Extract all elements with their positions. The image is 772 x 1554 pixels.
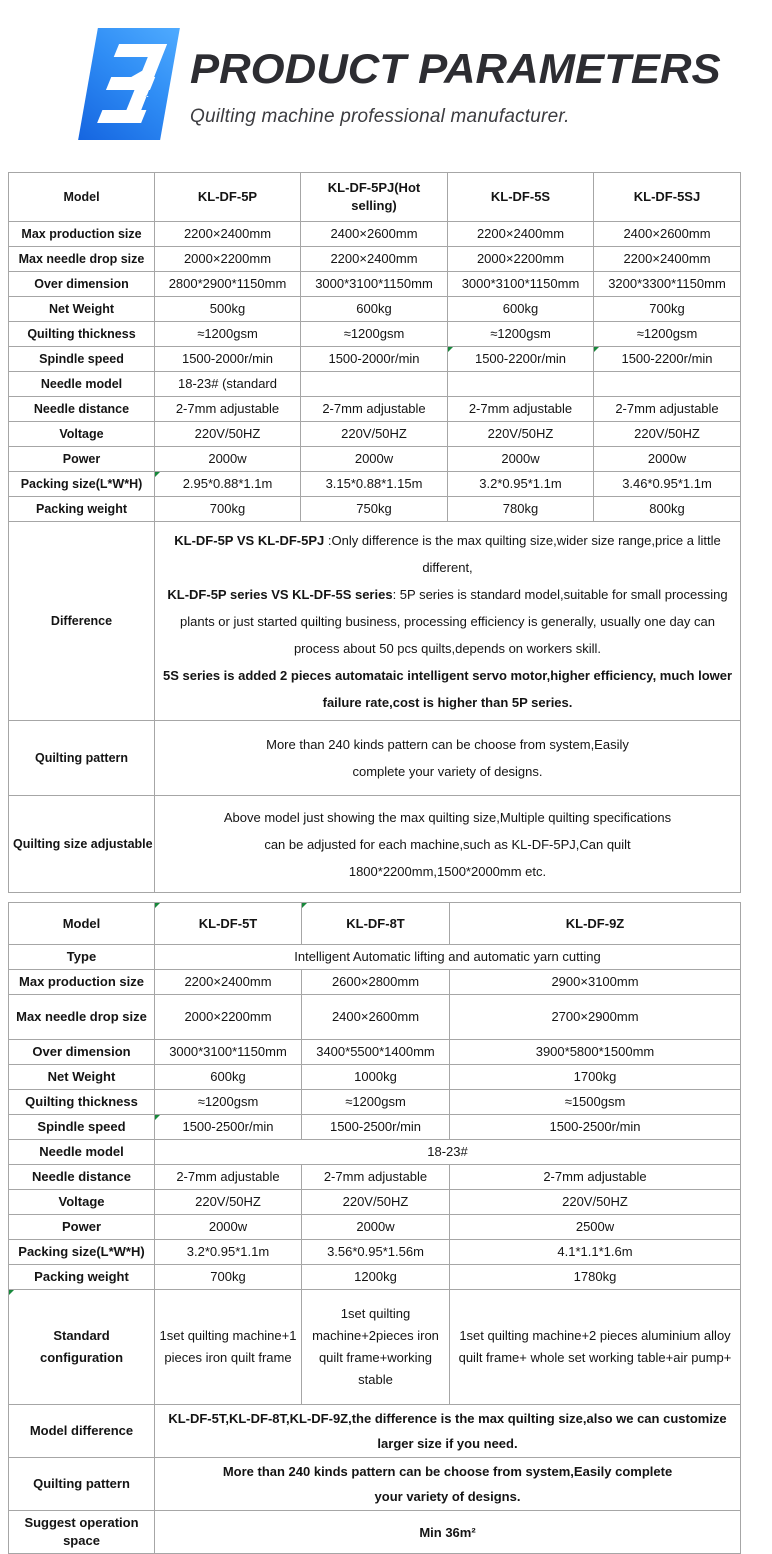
table-header-row xyxy=(9,903,741,945)
table-row xyxy=(9,1290,741,1405)
cell-max-production-size-col3: 2900×3100mm xyxy=(450,970,741,995)
row-label-quilting-size-adjustable: Quilting size adjustable xyxy=(9,796,155,893)
cell-quilting-thickness-col3: ≈1500gsm xyxy=(450,1090,741,1115)
table-row xyxy=(9,1458,741,1511)
cell-packing-size-l-w-h-col4: 3.46*0.95*1.1m xyxy=(594,472,741,497)
cell-voltage-col1: 220V/50HZ xyxy=(155,1190,302,1215)
text-segment: Min 36m² xyxy=(419,1524,476,1540)
cell-max-production-size-col2: 2600×2800mm xyxy=(302,970,450,995)
table-row xyxy=(9,995,741,1040)
cell-spindle-speed-col1: 1500-2000r/min xyxy=(155,347,301,372)
column-header-kl-df-5p: KL-DF-5P xyxy=(155,173,301,222)
text-segment: Above model just showing the max quilting size,Multiple quilting specifications xyxy=(223,809,672,825)
spec-table-t-series xyxy=(8,902,741,1554)
text-segment: your variety of designs. xyxy=(374,1489,521,1504)
cell-suggest-operation-space-text xyxy=(155,1511,741,1554)
row-label-packing-weight: Packing weight xyxy=(9,1265,155,1290)
table-row xyxy=(9,297,741,322)
cell-needle-model-col4 xyxy=(594,372,741,397)
row-label-packing-size-l-w-h: Packing size(L*W*H) xyxy=(9,472,155,497)
page-title: PRODUCT PARAMETERS xyxy=(190,45,721,92)
cell-difference-text xyxy=(155,522,741,721)
cell-over-dimension-col1: 2800*2900*1150mm xyxy=(155,272,301,297)
cell-packing-weight-col2: 1200kg xyxy=(302,1265,450,1290)
cell-max-production-size-col2: 2400×2600mm xyxy=(301,222,448,247)
cell-voltage-col3: 220V/50HZ xyxy=(448,422,594,447)
column-header-kl-df-5pj-hot-selling: KL-DF-5PJ(Hot selling) xyxy=(301,173,448,222)
cell-max-needle-drop-size-col1: 2000×2200mm xyxy=(155,995,302,1040)
cell-over-dimension-col2: 3400*5500*1400mm xyxy=(302,1040,450,1065)
cell-max-needle-drop-size-col1: 2000×2200mm xyxy=(155,247,301,272)
table-row xyxy=(9,945,741,970)
cell-quilting-thickness-col4: ≈1200gsm xyxy=(594,322,741,347)
column-header-kl-df-5sj: KL-DF-5SJ xyxy=(594,173,741,222)
table-row xyxy=(9,796,741,893)
cell-voltage-col1: 220V/50HZ xyxy=(155,422,301,447)
spec-table-t-series-body xyxy=(9,903,741,1554)
cell-net-weight-col1: 600kg xyxy=(155,1065,302,1090)
column-header-kl-df-5s: KL-DF-5S xyxy=(448,173,594,222)
text-block xyxy=(159,1406,736,1456)
cell-packing-weight-col4: 800kg xyxy=(594,497,741,522)
text-block xyxy=(159,581,736,662)
cell-needle-model-col2 xyxy=(301,372,448,397)
row-label-packing-size-l-w-h: Packing size(L*W*H) xyxy=(9,1240,155,1265)
text-block xyxy=(159,858,736,885)
text-block xyxy=(159,731,736,758)
row-label-quilting-thickness: Quilting thickness xyxy=(9,1090,155,1115)
table-row xyxy=(9,721,741,796)
cell-voltage-col2: 220V/50HZ xyxy=(301,422,448,447)
cell-over-dimension-col3: 3000*3100*1150mm xyxy=(448,272,594,297)
text-segment: complete your variety of designs. xyxy=(352,764,543,779)
table-row xyxy=(9,322,741,347)
row-label-max-needle-drop-size: Max needle drop size xyxy=(9,247,155,272)
row-label-needle-model: Needle model xyxy=(9,372,155,397)
table-row xyxy=(9,970,741,995)
cell-needle-distance-col3: 2-7mm adjustable xyxy=(450,1165,741,1190)
header-titles xyxy=(190,46,750,128)
cell-over-dimension-col1: 3000*3100*1150mm xyxy=(155,1040,302,1065)
cell-type-merged: Intelligent Automatic lifting and automatic yarn cutting xyxy=(155,945,741,970)
cell-max-production-size-col1: 2200×2400mm xyxy=(155,970,302,995)
header-row-label: Model xyxy=(9,903,155,945)
cell-max-needle-drop-size-col4: 2200×2400mm xyxy=(594,247,741,272)
table-row xyxy=(9,347,741,372)
table-row xyxy=(9,1065,741,1090)
text-block xyxy=(159,662,736,716)
section-number-badge xyxy=(78,28,180,140)
cell-flag-triangle-icon xyxy=(155,472,160,477)
cell-packing-weight-col3: 780kg xyxy=(448,497,594,522)
cell-flag-triangle-icon xyxy=(594,347,599,352)
cell-packing-size-l-w-h-col2: 3.15*0.88*1.15m xyxy=(301,472,448,497)
text-segment-bold: KL-DF-5P VS KL-DF-5PJ xyxy=(174,532,325,548)
cell-max-needle-drop-size-col3: 2700×2900mm xyxy=(450,995,741,1040)
cell-flag-triangle-icon xyxy=(155,1115,160,1120)
table-header-row xyxy=(9,173,741,222)
cell-packing-size-l-w-h-col3: 3.2*0.95*1.1m xyxy=(448,472,594,497)
row-label-quilting-pattern: Quilting pattern xyxy=(9,1458,155,1511)
text-segment: 1800*2200mm,1500*2000mm etc. xyxy=(348,863,547,879)
cell-voltage-col3: 220V/50HZ xyxy=(450,1190,741,1215)
cell-quilting-thickness-col2: ≈1200gsm xyxy=(302,1090,450,1115)
cell-net-weight-col4: 700kg xyxy=(594,297,741,322)
row-label-max-production-size: Max production size xyxy=(9,970,155,995)
text-block xyxy=(159,1459,736,1484)
row-label-power: Power xyxy=(9,447,155,472)
cell-net-weight-col2: 600kg xyxy=(301,297,448,322)
cell-quilting-size-adjustable-text xyxy=(155,796,741,893)
row-label-voltage: Voltage xyxy=(9,422,155,447)
row-label-standard-configuration: Standard configuration xyxy=(9,1290,155,1405)
row-label-max-needle-drop-size: Max needle drop size xyxy=(9,995,155,1040)
table-row xyxy=(9,522,741,721)
row-label-spindle-speed: Spindle speed xyxy=(9,347,155,372)
cell-packing-size-l-w-h-col1: 2.95*0.88*1.1m xyxy=(155,472,301,497)
cell-net-weight-col1: 500kg xyxy=(155,297,301,322)
table-row xyxy=(9,272,741,297)
column-header-kl-df-5t: KL-DF-5T xyxy=(155,903,302,945)
number-3-icon xyxy=(78,28,180,140)
cell-spindle-speed-col2: 1500-2500r/min xyxy=(302,1115,450,1140)
table-row xyxy=(9,497,741,522)
cell-needle-distance-col2: 2-7mm adjustable xyxy=(301,397,448,422)
cell-quilting-pattern-text xyxy=(155,721,741,796)
row-label-quilting-thickness: Quilting thickness xyxy=(9,322,155,347)
row-label-net-weight: Net Weight xyxy=(9,1065,155,1090)
row-label-packing-weight: Packing weight xyxy=(9,497,155,522)
cell-flag-triangle-icon xyxy=(155,903,160,908)
cell-packing-size-l-w-h-col2: 3.56*0.95*1.56m xyxy=(302,1240,450,1265)
text-block xyxy=(159,1520,736,1545)
cell-needle-distance-col4: 2-7mm adjustable xyxy=(594,397,741,422)
row-label-net-weight: Net Weight xyxy=(9,297,155,322)
page-subtitle: Quilting machine professional manufacturer. xyxy=(190,106,570,128)
table-row xyxy=(9,1265,741,1290)
table-row xyxy=(9,1140,741,1165)
cell-power-col3: 2500w xyxy=(450,1215,741,1240)
cell-needle-model-col1: 18-23# (standard xyxy=(155,372,301,397)
row-label-suggest-operation-space: Suggest operation space xyxy=(9,1511,155,1554)
spec-table-5p-series xyxy=(8,172,741,893)
table-row xyxy=(9,1511,741,1554)
row-label-power: Power xyxy=(9,1215,155,1240)
row-label-needle-distance: Needle distance xyxy=(9,397,155,422)
cell-net-weight-col2: 1000kg xyxy=(302,1065,450,1090)
table-row xyxy=(9,1405,741,1458)
cell-net-weight-col3: 1700kg xyxy=(450,1065,741,1090)
cell-needle-distance-col1: 2-7mm adjustable xyxy=(155,397,301,422)
table-row xyxy=(9,472,741,497)
cell-flag-triangle-icon xyxy=(302,903,307,908)
cell-needle-model-merged: 18-23# xyxy=(155,1140,741,1165)
row-label-type: Type xyxy=(9,945,155,970)
cell-packing-weight-col2: 750kg xyxy=(301,497,448,522)
cell-spindle-speed-col2: 1500-2000r/min xyxy=(301,347,448,372)
cell-standard-configuration-col2: 1set quilting machine+2pieces iron quilt frame+working stable xyxy=(302,1290,450,1405)
cell-voltage-col4: 220V/50HZ xyxy=(594,422,741,447)
cell-needle-distance-col1: 2-7mm adjustable xyxy=(155,1165,302,1190)
text-block xyxy=(159,804,736,831)
text-segment-bold: 5S series is added 2 pieces automataic intelligent servo motor,higher efficiency, much lower failure rate,cost is higher than 5P series. xyxy=(162,667,733,710)
spec-table-5p-series-body xyxy=(9,173,741,893)
table-row xyxy=(9,1215,741,1240)
row-label-quilting-pattern: Quilting pattern xyxy=(9,721,155,796)
cell-max-needle-drop-size-col3: 2000×2200mm xyxy=(448,247,594,272)
table-row xyxy=(9,1090,741,1115)
cell-spindle-speed-col1: 1500-2500r/min xyxy=(155,1115,302,1140)
cell-max-needle-drop-size-col2: 2200×2400mm xyxy=(301,247,448,272)
row-label-spindle-speed: Spindle speed xyxy=(9,1115,155,1140)
cell-power-col3: 2000w xyxy=(448,447,594,472)
cell-quilting-thickness-col1: ≈1200gsm xyxy=(155,1090,302,1115)
row-label-voltage: Voltage xyxy=(9,1190,155,1215)
cell-standard-configuration-col1: 1set quilting machine+1 pieces iron quilt frame xyxy=(155,1290,302,1405)
table-row xyxy=(9,1190,741,1215)
cell-needle-distance-col2: 2-7mm adjustable xyxy=(302,1165,450,1190)
table-row xyxy=(9,222,741,247)
text-segment: : 5P series is standard model,suitable for small processing plants or just started quilting business, processing efficiency is generally, usually one day can process about 50 pcs quilts,depends on workers skill. xyxy=(180,586,728,656)
text-block xyxy=(159,758,736,785)
cell-power-col2: 2000w xyxy=(302,1215,450,1240)
text-segment: More than 240 kinds pattern can be choose from system,Easily complete xyxy=(222,1464,673,1479)
cell-packing-size-l-w-h-col1: 3.2*0.95*1.1m xyxy=(155,1240,302,1265)
text-block xyxy=(159,527,736,581)
table-row xyxy=(9,247,741,272)
table-row xyxy=(9,397,741,422)
row-label-needle-distance: Needle distance xyxy=(9,1165,155,1190)
cell-needle-model-col3 xyxy=(448,372,594,397)
column-header-kl-df-9z: KL-DF-9Z xyxy=(450,903,741,945)
text-segment: :Only difference is the max quilting size,wider size range,price a little different, xyxy=(324,532,721,575)
text-block xyxy=(159,1484,736,1509)
table-row xyxy=(9,422,741,447)
cell-quilting-thickness-col2: ≈1200gsm xyxy=(301,322,448,347)
cell-over-dimension-col2: 3000*3100*1150mm xyxy=(301,272,448,297)
row-label-model-difference: Model difference xyxy=(9,1405,155,1458)
table-row xyxy=(9,1040,741,1065)
row-label-max-production-size: Max production size xyxy=(9,222,155,247)
cell-quilting-thickness-col1: ≈1200gsm xyxy=(155,322,301,347)
cell-max-needle-drop-size-col2: 2400×2600mm xyxy=(302,995,450,1040)
row-label-needle-model: Needle model xyxy=(9,1140,155,1165)
cell-max-production-size-col3: 2200×2400mm xyxy=(448,222,594,247)
cell-needle-distance-col3: 2-7mm adjustable xyxy=(448,397,594,422)
table-row xyxy=(9,447,741,472)
cell-power-col4: 2000w xyxy=(594,447,741,472)
cell-over-dimension-col4: 3200*3300*1150mm xyxy=(594,272,741,297)
cell-flag-triangle-icon xyxy=(448,347,453,352)
cell-packing-weight-col1: 700kg xyxy=(155,1265,302,1290)
text-segment: KL-DF-5T,KL-DF-8T,KL-DF-9Z,the difference is the max quilting size,also we can customize larger size if you need. xyxy=(168,1411,727,1451)
table-row xyxy=(9,1165,741,1190)
column-header-kl-df-8t: KL-DF-8T xyxy=(302,903,450,945)
header-row-label: Model xyxy=(9,173,155,222)
text-segment: More than 240 kinds pattern can be choose from system,Easily xyxy=(266,737,629,752)
cell-net-weight-col3: 600kg xyxy=(448,297,594,322)
table-row xyxy=(9,372,741,397)
cell-power-col1: 2000w xyxy=(155,447,301,472)
cell-spindle-speed-col3: 1500-2500r/min xyxy=(450,1115,741,1140)
row-label-over-dimension: Over dimension xyxy=(9,1040,155,1065)
cell-quilting-pattern-text xyxy=(155,1458,741,1511)
cell-packing-weight-col1: 700kg xyxy=(155,497,301,522)
cell-standard-configuration-col3: 1set quilting machine+2 pieces aluminium alloy quilt frame+ whole set working table+air pump+ xyxy=(450,1290,741,1405)
row-label-over-dimension: Over dimension xyxy=(9,272,155,297)
table-row xyxy=(9,1115,741,1140)
cell-power-col1: 2000w xyxy=(155,1215,302,1240)
text-segment: can be adjusted for each machine,such as KL-DF-5PJ,Can quilt xyxy=(264,836,631,852)
cell-flag-triangle-icon xyxy=(9,1290,14,1295)
cell-quilting-thickness-col3: ≈1200gsm xyxy=(448,322,594,347)
cell-max-production-size-col4: 2400×2600mm xyxy=(594,222,741,247)
text-segment-bold: KL-DF-5P series VS KL-DF-5S series xyxy=(167,586,393,602)
text-block xyxy=(159,831,736,858)
cell-packing-size-l-w-h-col3: 4.1*1.1*1.6m xyxy=(450,1240,741,1265)
cell-max-production-size-col1: 2200×2400mm xyxy=(155,222,301,247)
cell-packing-weight-col3: 1780kg xyxy=(450,1265,741,1290)
cell-spindle-speed-col4: 1500-2200r/min xyxy=(594,347,741,372)
cell-power-col2: 2000w xyxy=(301,447,448,472)
cell-over-dimension-col3: 3900*5800*1500mm xyxy=(450,1040,741,1065)
cell-voltage-col2: 220V/50HZ xyxy=(302,1190,450,1215)
section-header xyxy=(0,0,750,172)
row-label-difference: Difference xyxy=(9,522,155,721)
table-row xyxy=(9,1240,741,1265)
cell-spindle-speed-col3: 1500-2200r/min xyxy=(448,347,594,372)
cell-model-difference-text xyxy=(155,1405,741,1458)
